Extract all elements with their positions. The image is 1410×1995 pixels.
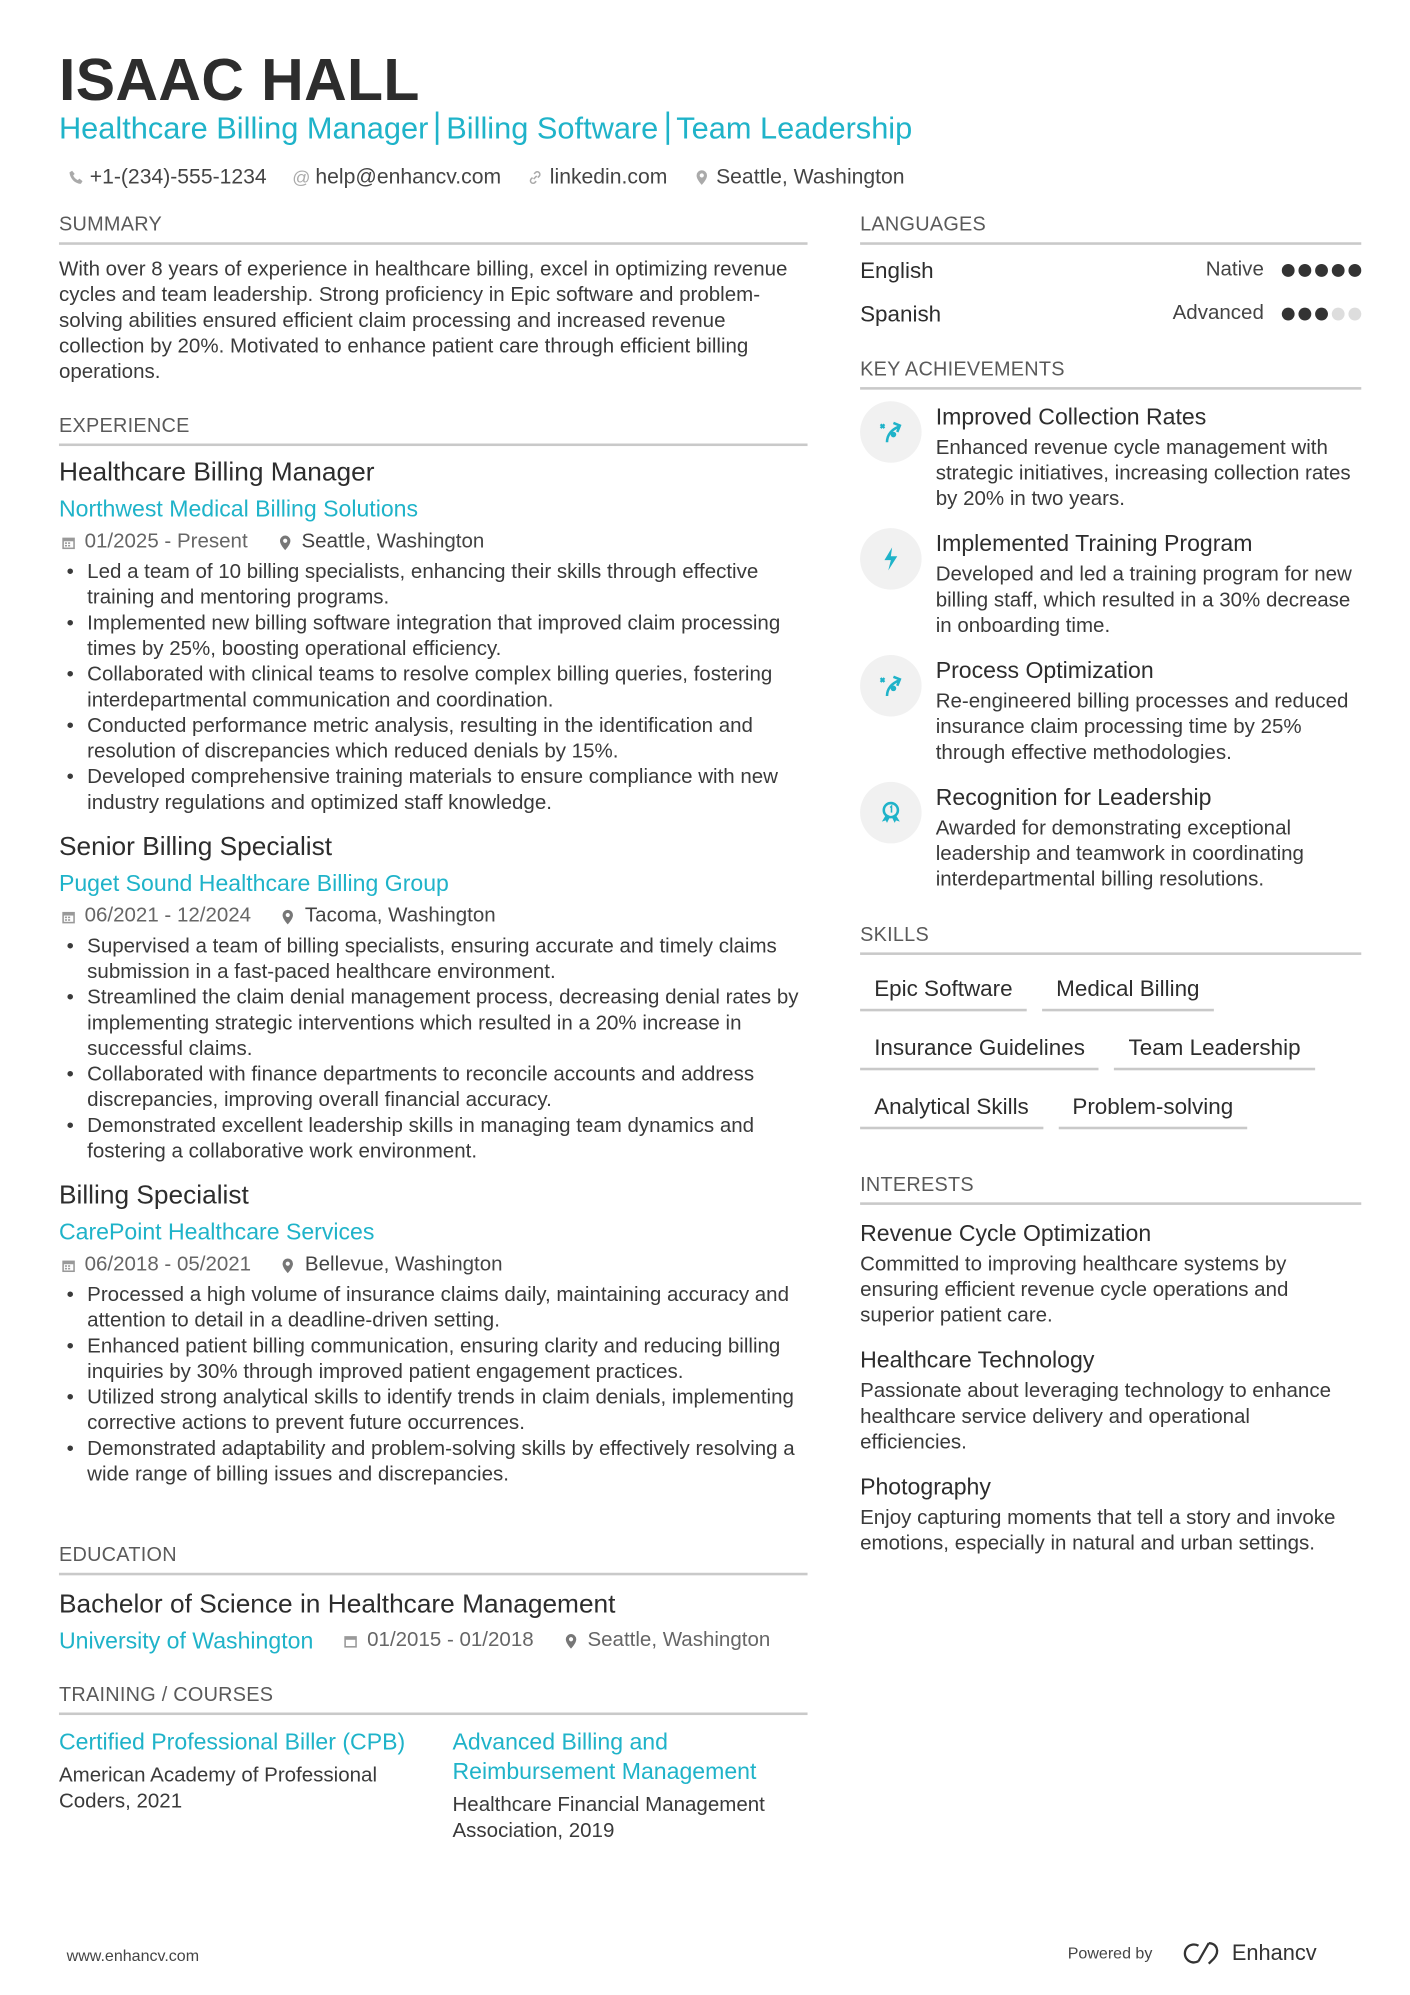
bullet-item: • Supervised a team of billing specialists, ensuring accurate and timely claims submission in a fast-paced healthcare environment. xyxy=(59,934,808,985)
interest-desc: Passionate about leveraging technology to enhance healthcare service delivery and operational efficiencies. xyxy=(860,1380,1332,1454)
candidate-name: ISAAC HALL xyxy=(58,46,420,113)
skills-section xyxy=(860,924,1361,1129)
interest-desc: Enjoy capturing moments that tell a story and invoke emotions, especially in natural and urban settings. xyxy=(860,1507,1336,1555)
brand-name: Enhancv xyxy=(1231,1940,1317,1965)
job-bullets xyxy=(59,560,808,816)
company-name[interactable]: CarePoint Healthcare Services xyxy=(58,1218,375,1245)
headline-divider xyxy=(436,112,439,145)
headline-part: Healthcare Billing Manager xyxy=(58,111,429,147)
phone-text[interactable]: +1-(234)-555-1234 xyxy=(89,165,267,189)
course-item xyxy=(452,1728,807,1845)
job-title: Healthcare Billing Manager xyxy=(58,457,375,488)
footer-branding xyxy=(1068,1941,1317,1967)
lightning-icon xyxy=(860,528,922,590)
job-location: Seattle, Washington xyxy=(301,530,485,553)
course-org: American Academy of Professional Coders, 2021 xyxy=(58,1765,378,1813)
achievements-section xyxy=(860,359,1361,910)
rating-dot-filled xyxy=(1348,264,1361,277)
achievement-title: Recognition for Leadership xyxy=(935,784,1212,811)
rating-dot-filled xyxy=(1298,308,1311,321)
footer-website[interactable]: www.enhancv.com xyxy=(66,1947,200,1965)
bullet-item: • Processed a high volume of insurance claims daily, maintaining accuracy and attention to detail in a deadline-driven setting. xyxy=(59,1283,808,1334)
job-location: Tacoma, Washington xyxy=(304,904,496,927)
course-title[interactable]: Certified Professional Biller (CPB) xyxy=(58,1729,406,1755)
job-entry xyxy=(59,1179,808,1488)
powered-by-text: Powered by xyxy=(1067,1944,1153,1963)
job-meta xyxy=(59,902,808,930)
achievement-item xyxy=(860,528,1361,640)
achievement-desc: Re-engineered billing processes and reduced insurance claim processing time by 25% through effective methodologies. xyxy=(935,690,1349,764)
job-bullets xyxy=(59,934,808,1165)
achievement-item xyxy=(860,401,1361,513)
calendar-icon xyxy=(59,533,77,551)
language-name: English xyxy=(860,257,934,283)
company-name[interactable]: Northwest Medical Billing Solutions xyxy=(58,496,419,522)
headline-part: Team Leadership xyxy=(676,111,913,147)
enhancv-logo[interactable] xyxy=(1178,1941,1317,1967)
language-row xyxy=(860,292,1361,336)
calendar-icon xyxy=(59,1256,77,1274)
achievement-title: Implemented Training Program xyxy=(935,530,1253,557)
course-org: Healthcare Financial Management Association, 2019 xyxy=(452,1794,765,1842)
bullet-item: • Conducted performance metric analysis, resulting in the identification and resolution of discrepancies which reduced denials by 15%. xyxy=(59,714,808,765)
achievement-desc: Awarded for demonstrating exceptional leadership and teamwork in coordinating interdepartmental billing resolutions. xyxy=(935,817,1304,891)
section-heading: SKILLS xyxy=(860,924,1361,955)
bullet-item: • Developed comprehensive training materials to ensure compliance with new industry regulations and optimized staff knowledge. xyxy=(59,765,808,816)
bullet-item: • Led a team of 10 billing specialists, enhancing their skills through effective training and mentoring programs. xyxy=(59,560,808,611)
bullet-item: • Utilized strong analytical skills to identify trends in claim denials, implementing corrective actions to prevent future occurrences. xyxy=(59,1386,808,1437)
achievement-desc: Developed and led a training program for new billing staff, which resulted in a 30% decrease in onboarding time. xyxy=(935,563,1352,638)
education-section xyxy=(59,1545,808,1657)
contact-email xyxy=(292,163,501,191)
course-title[interactable]: Advanced Billing and Reimbursement Management xyxy=(452,1729,757,1785)
language-rating xyxy=(1282,308,1361,321)
job-dates: 06/2021 - 12/2024 xyxy=(84,904,252,927)
interest-desc: Committed to improving healthcare systems by ensuring efficient revenue cycle operations and superior patient care. xyxy=(860,1253,1289,1327)
achievement-item xyxy=(860,655,1361,767)
interest-title: Healthcare Technology xyxy=(860,1347,1095,1373)
rating-dot-filled xyxy=(1282,264,1295,277)
headline-part: Billing Software xyxy=(446,111,659,147)
phone-icon xyxy=(67,168,85,186)
interests-section xyxy=(860,1174,1361,1573)
languages-section xyxy=(860,214,1361,336)
at-icon: @ xyxy=(292,166,311,188)
location-pin-icon xyxy=(276,533,294,551)
contact-linkedin xyxy=(527,163,668,191)
section-heading: SUMMARY xyxy=(59,214,808,245)
award-icon xyxy=(860,782,922,844)
skill-tag: Epic Software xyxy=(860,970,1027,1011)
bullet-item: • Demonstrated excellent leadership skills in managing team dynamics and fostering a collaborative work environment. xyxy=(59,1114,808,1165)
section-heading: KEY ACHIEVEMENTS xyxy=(860,359,1361,390)
headline-divider xyxy=(666,112,669,145)
rating-dot-filled xyxy=(1315,308,1328,321)
bullet-item: • Collaborated with finance departments to reconcile accounts and address discrepancies, improving overall financial accuracy. xyxy=(59,1063,808,1114)
company-name[interactable]: Puget Sound Healthcare Billing Group xyxy=(58,870,449,896)
interest-title: Photography xyxy=(860,1474,991,1500)
headline xyxy=(59,110,912,148)
achievement-title: Process Optimization xyxy=(935,657,1154,684)
job-title: Billing Specialist xyxy=(58,1180,249,1211)
language-level: Advanced xyxy=(1172,302,1264,325)
interest-title: Revenue Cycle Optimization xyxy=(860,1220,1152,1246)
skill-tag: Team Leadership xyxy=(1114,1029,1314,1070)
skill-tag: Problem-solving xyxy=(1058,1088,1247,1129)
course-item xyxy=(59,1728,414,1845)
strategy-icon xyxy=(860,401,922,463)
rating-dot-filled xyxy=(1298,264,1311,277)
job-meta xyxy=(59,528,808,556)
calendar-icon xyxy=(341,1632,359,1650)
job-location: Bellevue, Washington xyxy=(304,1253,503,1276)
section-heading: TRAINING / COURSES xyxy=(59,1684,808,1715)
rating-dot-filled xyxy=(1282,308,1295,321)
rating-dot-empty xyxy=(1332,308,1345,321)
bullet-item: • Demonstrated adaptability and problem-solving skills by effectively resolving a wide range of billing issues and discrepancies. xyxy=(59,1437,808,1488)
language-name: Spanish xyxy=(860,300,942,327)
skills-list xyxy=(860,970,1361,1129)
degree: Bachelor of Science in Healthcare Management xyxy=(58,1589,616,1619)
language-row xyxy=(860,249,1361,293)
section-heading: LANGUAGES xyxy=(860,214,1361,245)
achievement-title: Improved Collection Rates xyxy=(935,403,1207,430)
calendar-icon xyxy=(59,908,77,926)
job-bullets xyxy=(59,1283,808,1488)
enhancv-logo-icon xyxy=(1178,1941,1224,1967)
job-dates: 06/2018 - 05/2021 xyxy=(84,1253,252,1276)
linkedin-link[interactable]: linkedin.com xyxy=(549,165,668,189)
summary-section xyxy=(59,214,808,386)
strategy-icon xyxy=(860,655,922,717)
location-pin-icon xyxy=(562,1632,580,1650)
location-text: Seattle, Washington xyxy=(716,165,905,189)
rating-dot-filled xyxy=(1332,264,1345,277)
language-rating xyxy=(1282,264,1361,277)
location-pin-icon xyxy=(279,1256,297,1274)
job-entry xyxy=(59,456,808,816)
link-icon xyxy=(527,168,545,186)
email-link[interactable]: help@enhancv.com xyxy=(315,165,502,189)
job-meta xyxy=(59,1251,808,1279)
section-heading: EXPERIENCE xyxy=(59,415,808,446)
job-title: Senior Billing Specialist xyxy=(58,831,333,862)
experience-section xyxy=(59,415,808,446)
bullet-item: • Streamlined the claim denial management process, decreasing denial rates by implementing strategic interventions which resulted in a 20% increase in successful claims. xyxy=(59,986,808,1063)
summary-text: With over 8 years of experience in healthcare billing, excel in optimizing revenue cycles and team leadership. Strong proficiency in Epic software and problem-solving abilities ensured efficient claim processing and increased revenue collection by 20%. Motivated to enhance patient care through efficient billing operations. xyxy=(58,258,788,384)
skill-tag: Medical Billing xyxy=(1042,970,1214,1011)
job-dates: 01/2025 - Present xyxy=(84,530,248,553)
contact-phone xyxy=(67,163,267,191)
section-heading: INTERESTS xyxy=(860,1174,1361,1205)
language-level: Native xyxy=(1205,258,1264,281)
section-heading: EDUCATION xyxy=(59,1545,808,1576)
bullet-item: • Enhanced patient billing communication, ensuring clarity and reducing billing inquiries by 30% through improved patient engagement practices. xyxy=(59,1334,808,1385)
bullet-item: • Implemented new billing software integration that improved claim processing times by 25%, boosting operational efficiency. xyxy=(59,611,808,662)
skill-tag: Analytical Skills xyxy=(860,1088,1043,1129)
achievement-desc: Enhanced revenue cycle management with strategic initiatives, increasing collection rates by 20% in two years. xyxy=(935,437,1351,511)
rating-dot-empty xyxy=(1348,308,1361,321)
rating-dot-filled xyxy=(1315,264,1328,277)
contact-location xyxy=(693,163,905,191)
education-dates: 01/2015 - 01/2018 xyxy=(367,1629,534,1651)
education-location: Seattle, Washington xyxy=(587,1629,771,1651)
location-pin-icon xyxy=(279,908,297,926)
contact-bar xyxy=(67,163,905,191)
bullet-item: • Collaborated with clinical teams to resolve complex billing queries, fostering interdepartmental communication and coordination. xyxy=(59,663,808,714)
training-section xyxy=(59,1684,808,1844)
skill-tag: Insurance Guidelines xyxy=(860,1029,1099,1070)
achievement-item xyxy=(860,782,1361,894)
education-meta xyxy=(59,1625,808,1656)
school-name[interactable]: University of Washington xyxy=(58,1627,314,1654)
location-pin-icon xyxy=(693,168,711,186)
job-entry xyxy=(59,831,808,1166)
